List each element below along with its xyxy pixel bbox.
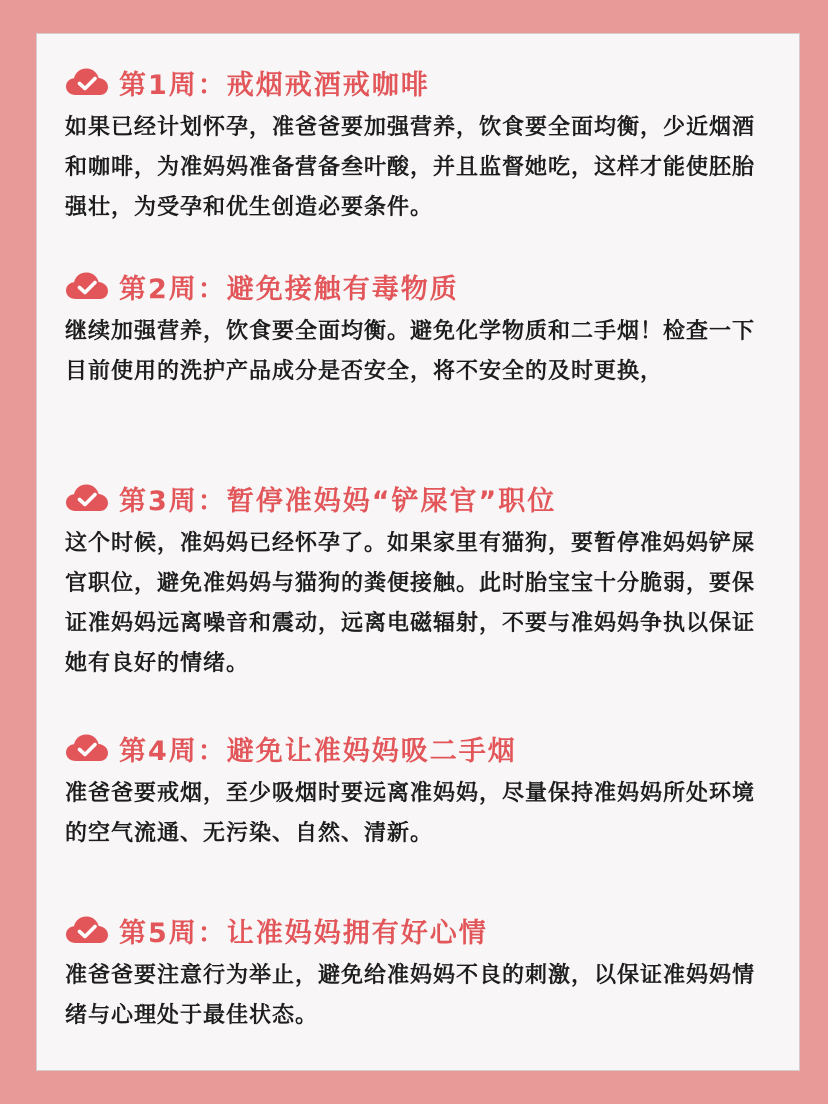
week-1-title: 第1周：戒烟戒酒戒咖啡 — [119, 69, 430, 101]
section-header — [65, 480, 777, 516]
week-3-title: 第3周：暂停准妈妈“铲屎官”职位 — [119, 485, 557, 517]
week-5-section — [65, 912, 777, 1036]
week-2-text: 继续加强营养，饮食要全面均衡。避免化学物质和二手烟！检查一下目前使用的洗护产品成分是否安全，将不安全的及时更换， — [65, 319, 756, 384]
cloud-check-icon — [65, 733, 109, 763]
content-card — [36, 33, 800, 1071]
cloud-check-icon — [65, 483, 109, 513]
week-4-title: 第4周：避免让准妈妈吸二手烟 — [119, 735, 517, 767]
week-4-section — [65, 730, 777, 854]
section-header — [65, 730, 777, 766]
week-2-section — [65, 268, 777, 392]
week-1-section — [65, 64, 777, 228]
week-2-title: 第2周：避免接触有毒物质 — [119, 273, 459, 305]
week-5-text: 准爸爸要注意行为举止，避免给准妈妈不良的刺激，以保证准妈妈情绪与心理处于最佳状态。 — [65, 963, 756, 1028]
week-3-section — [65, 480, 777, 684]
cloud-check-icon — [65, 271, 109, 301]
cloud-check-icon — [65, 67, 109, 97]
section-header — [65, 64, 777, 100]
section-header — [65, 268, 777, 304]
section-header — [65, 912, 777, 948]
week-5-title: 第5周：让准妈妈拥有好心情 — [119, 917, 488, 949]
cloud-check-icon — [65, 915, 109, 945]
week-3-text: 这个时候，准妈妈已经怀孕了。如果家里有猫狗，要暂停准妈妈铲屎官职位，避免准妈妈与猫狗的粪便接触。此时胎宝宝十分脆弱，要保证准妈妈远离噪音和震动，远离电磁辐射，不要与准妈妈争执以保证她有良好的情绪。 — [65, 531, 756, 676]
week-1-text: 如果已经计划怀孕，准爸爸要加强营养，饮食要全面均衡，少近烟酒和咖啡，为准妈妈准备营备叁叶酸，并且监督她吃，这样才能使胚胎强壮，为受孕和优生创造必要条件。 — [65, 115, 756, 220]
week-4-text: 准爸爸要戒烟，至少吸烟时要远离准妈妈，尽量保持准妈妈所处环境的空气流通、无污染、自然、清新。 — [65, 781, 756, 846]
